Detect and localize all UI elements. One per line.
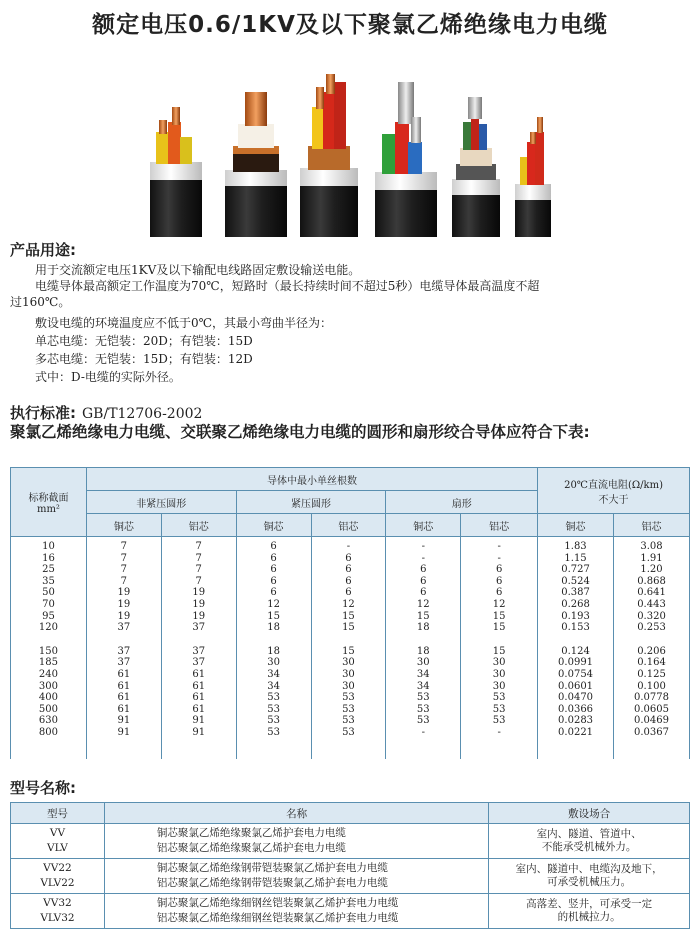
- table-cell: 6: [270, 575, 277, 587]
- table-cell: 19: [192, 598, 206, 610]
- table-cell: 30: [342, 680, 355, 692]
- sub-col: 铜芯: [236, 514, 311, 537]
- table-cell: 0.0601: [558, 680, 594, 692]
- table-cell: 61: [117, 680, 131, 692]
- table-cell: 6: [270, 541, 277, 552]
- table-cell: 16: [42, 552, 55, 564]
- table-cell: -: [497, 552, 501, 564]
- table-cell: 30: [492, 668, 506, 680]
- table-cell: 53: [416, 715, 430, 727]
- subgroup-sector: 扇形: [386, 491, 538, 514]
- table-cell: 19: [192, 587, 206, 599]
- table-cell: 6: [495, 564, 503, 576]
- sub-col: 铜芯: [86, 514, 161, 537]
- table-cell: 30: [492, 657, 506, 669]
- table-cell: 10: [42, 541, 55, 552]
- table-cell: 19: [192, 610, 206, 622]
- table-cell: 61: [117, 703, 131, 715]
- table-cell: 0.0367: [634, 726, 669, 738]
- table-cell: 30: [267, 657, 280, 669]
- sub-col: 铝芯: [161, 514, 236, 537]
- model-name: 铝芯聚氯乙烯绝缘钢带铠装聚氯乙烯护套电力电缆: [156, 877, 388, 889]
- table-cell: 400: [38, 692, 58, 704]
- table-cell: 53: [492, 692, 506, 704]
- model-code: VLV32: [40, 912, 75, 924]
- table-cell: 240: [38, 668, 58, 680]
- table-column-cells: [86, 537, 161, 759]
- table-cell: 61: [192, 692, 206, 704]
- table-cell: 7: [120, 564, 128, 576]
- table-cell: 0.268: [561, 598, 590, 610]
- table-cell: 0.100: [637, 680, 666, 692]
- table-cell: 0.0778: [634, 692, 669, 704]
- table-cell: 53: [492, 703, 506, 715]
- model-col-header: 型号: [11, 803, 105, 824]
- table-body: [11, 537, 690, 759]
- table-cell: 35: [42, 575, 55, 587]
- table-cell: 37: [192, 657, 206, 669]
- table-cell: 61: [117, 692, 131, 704]
- table-cell: 0.124: [561, 645, 590, 657]
- table-cell: -: [497, 726, 501, 738]
- table-row: [11, 894, 690, 929]
- table-cell: 53: [416, 703, 430, 715]
- table-cell: -: [421, 552, 425, 564]
- table-cell: 61: [117, 668, 131, 680]
- model-place: 可承受机械压力。: [547, 876, 632, 888]
- table-cell: 185: [38, 657, 58, 669]
- table-cell: 37: [192, 645, 206, 657]
- cable-1: [150, 107, 202, 237]
- table-row: [11, 859, 690, 894]
- place-col-header: 敷设场合: [489, 803, 690, 824]
- table-cell: 120: [38, 622, 58, 634]
- table-column-cells: [614, 537, 690, 759]
- table-cell: 53: [492, 715, 506, 727]
- table-cell: 0.320: [637, 610, 666, 622]
- table-cell: 0.0221: [558, 726, 594, 738]
- sub-col: 铝芯: [614, 514, 690, 537]
- table-cell: 53: [267, 715, 280, 727]
- table-cell: 15: [342, 610, 355, 622]
- table-cell: 0.641: [637, 587, 666, 599]
- cable-4: [375, 82, 437, 237]
- table-cell: 7: [120, 552, 128, 564]
- table-cell: 53: [267, 703, 280, 715]
- model-code: VV32: [43, 897, 72, 909]
- col-group-resistance: 20℃直流电阻(Ω/km) 不大于: [538, 468, 690, 514]
- cable-6: [515, 117, 551, 237]
- table-cell: 300: [38, 680, 58, 692]
- table-cell: -: [346, 541, 351, 552]
- usage-line: 用于交流额定电压1KV及以下输配电线路固定敷设输送电能。: [35, 263, 361, 277]
- usage-line: 敷设电缆的环境温度应不低于0℃，其最小弯曲半径为：: [35, 316, 333, 330]
- table-cell: 15: [492, 610, 506, 622]
- table-cell: 6: [345, 587, 352, 599]
- usage-line: 多芯电缆：无铠装：15D；有铠装：12D: [35, 352, 253, 366]
- table-cell: 91: [192, 726, 206, 738]
- table-cell: 53: [342, 692, 355, 704]
- usage-line: 电缆导体最高额定工作温度为70℃，短路时（最长持续时间不超过5秒）电缆导体最高温度不超: [35, 279, 540, 293]
- table-cell: 0.524: [561, 575, 590, 587]
- model-code: VV: [49, 827, 66, 839]
- model-place: 高落差、竖井，可承受一定: [526, 898, 653, 910]
- table-cell: 0.164: [637, 657, 666, 669]
- table-column-cells: [311, 537, 386, 759]
- table-cell: 50: [42, 587, 55, 599]
- table-cell: 0.0605: [634, 703, 669, 715]
- usage-heading: 产品用途:: [10, 241, 76, 259]
- table-cell: 53: [342, 726, 355, 738]
- table-cell: 91: [117, 715, 131, 727]
- usage-line: 单芯电缆：无铠装：20D；有铠装：15D: [35, 334, 253, 348]
- table-cell: 30: [492, 680, 506, 692]
- table-cell: 25: [42, 564, 55, 576]
- table-cell: 6: [345, 564, 352, 576]
- table-cell: 1.83: [564, 541, 587, 552]
- table-cell: 800: [38, 726, 58, 738]
- table-cell: 6: [345, 552, 352, 564]
- subgroup-non-compact: 非紧压圆形: [86, 491, 236, 514]
- table-cell: 0.0469: [634, 715, 669, 727]
- model-place: 室内、隧道中、电缆沟及地下，: [515, 863, 663, 875]
- table-column-cells: [161, 537, 236, 759]
- table-cell: 6: [270, 587, 277, 599]
- usage-text: [10, 262, 690, 385]
- table-cell: 1.15: [564, 552, 587, 564]
- model-name: 铜芯聚氯乙烯绝缘聚氯乙烯护套电力电缆: [156, 827, 346, 839]
- table-cell: 37: [117, 622, 131, 634]
- table-column-cells: [386, 537, 461, 759]
- table-cell: 53: [416, 692, 430, 704]
- table-cell: 18: [267, 622, 280, 634]
- table-cell: 91: [117, 726, 131, 738]
- table-cell: 1.20: [640, 564, 663, 576]
- table-cell: 0.387: [561, 587, 590, 599]
- table-cell: 0.206: [637, 645, 666, 657]
- name-col-header: 名称: [104, 803, 488, 824]
- table-cell: 18: [416, 645, 430, 657]
- subgroup-compact: 紧压圆形: [236, 491, 386, 514]
- table-cell: 0.0470: [558, 692, 594, 704]
- table-column-cells: [538, 537, 614, 759]
- table-cell: 12: [267, 598, 280, 610]
- conductor-table: [10, 467, 690, 759]
- col-group-wires: 导体中最小单丝根数: [86, 468, 537, 491]
- table-cell: 630: [38, 715, 58, 727]
- table-column-cells: [11, 537, 87, 759]
- model-code: VV22: [43, 862, 72, 874]
- table-cell: 37: [117, 657, 131, 669]
- model-code: VLV22: [40, 877, 75, 889]
- table-cell: 0.0283: [558, 715, 594, 727]
- table-cell: 7: [195, 575, 202, 587]
- table-cell: 53: [342, 715, 355, 727]
- table-cell: 6: [270, 552, 277, 564]
- table-cell: 0.0754: [558, 668, 594, 680]
- model-code: VLV: [46, 842, 68, 854]
- usage-line: 过160℃。: [10, 295, 71, 309]
- table-cell: 6: [270, 564, 277, 576]
- table-cell: 6: [345, 575, 352, 587]
- table-cell: 19: [117, 598, 131, 610]
- sub-col: 铜芯: [538, 514, 614, 537]
- table-cell: 0.443: [637, 598, 666, 610]
- table-cell: 6: [495, 575, 503, 587]
- table-cell: -: [421, 541, 425, 552]
- table-cell: 30: [342, 657, 355, 669]
- model-name: 铝芯聚氯乙烯绝缘细钢丝铠装聚氯乙烯护套电力电缆: [156, 912, 399, 924]
- table-cell: 0.253: [637, 622, 666, 634]
- table-row: [11, 824, 690, 859]
- table-cell: 53: [342, 703, 355, 715]
- table-cell: 70: [42, 598, 55, 610]
- table-cell: 61: [192, 680, 206, 692]
- table-cell: 53: [267, 692, 280, 704]
- table-cell: 15: [492, 645, 506, 657]
- table-cell: 30: [342, 668, 355, 680]
- standard-value: GB/T12706-2002: [82, 406, 203, 422]
- model-name: 铝芯聚氯乙烯绝缘聚氯乙烯护套电力电缆: [156, 842, 346, 854]
- table-cell: 15: [342, 645, 355, 657]
- table-cell: 500: [38, 703, 58, 715]
- table-cell: 18: [267, 645, 280, 657]
- table-cell: 150: [38, 645, 58, 657]
- table-cell: 12: [416, 598, 430, 610]
- table-cell: -: [421, 726, 425, 738]
- table-cell: 61: [192, 668, 206, 680]
- table-cell: 7: [195, 564, 202, 576]
- sub-col: 铝芯: [461, 514, 538, 537]
- sub-col: 铝芯: [311, 514, 386, 537]
- table-cell: 12: [492, 598, 506, 610]
- table-cell: 1.91: [640, 552, 663, 564]
- table-cell: 19: [117, 610, 131, 622]
- table-cell: -: [497, 541, 501, 552]
- col-section-header: 标称截面 mm²: [11, 468, 87, 537]
- model-place: 室内、隧道、管道中、: [536, 828, 642, 840]
- table-cell: 34: [267, 680, 280, 692]
- model-heading: 型号名称:: [10, 779, 76, 797]
- table-cell: 6: [420, 587, 427, 599]
- model-name: 铜芯聚氯乙烯绝缘钢带铠装聚氯乙烯护套电力电缆: [156, 862, 388, 874]
- table-cell: 37: [117, 645, 131, 657]
- conductor-heading: 聚氯乙烯绝缘电力电缆、交联聚乙烯绝缘电力电缆的圆形和扇形绞合导体应符合下表:: [10, 423, 590, 441]
- table-cell: 0.0366: [558, 703, 594, 715]
- sub-col: 铜芯: [386, 514, 461, 537]
- table-cell: 18: [416, 622, 430, 634]
- usage-line: 式中：D-电缆的实际外径。: [35, 370, 181, 384]
- cable-5: [452, 97, 500, 237]
- table-column-cells: [236, 537, 311, 759]
- table-cell: 6: [420, 575, 427, 587]
- model-table: [10, 802, 690, 929]
- table-cell: 12: [342, 598, 355, 610]
- table-cell: 7: [195, 552, 202, 564]
- cable-2: [225, 92, 287, 237]
- table-cell: 7: [195, 541, 202, 552]
- table-cell: 19: [117, 587, 131, 599]
- model-place: 不能承受机械外力。: [541, 841, 637, 853]
- table-cell: 6: [420, 564, 427, 576]
- cable-product-photo: [130, 62, 560, 237]
- table-cell: 34: [416, 680, 430, 692]
- model-name: 铜芯聚氯乙烯绝缘细钢丝铠装聚氯乙烯护套电力电缆: [156, 897, 399, 909]
- model-place: 的机械拉力。: [557, 911, 621, 923]
- table-cell: 95: [42, 610, 55, 622]
- table-cell: 7: [120, 575, 128, 587]
- page-title: 额定电压0.6/1KV及以下聚氯乙烯绝缘电力电缆: [92, 12, 608, 38]
- table-cell: 15: [492, 622, 506, 634]
- table-cell: 34: [416, 668, 430, 680]
- standard-line: [10, 402, 202, 423]
- standard-label: 执行标准:: [10, 404, 76, 422]
- table-cell: 30: [416, 657, 430, 669]
- table-cell: 0.153: [561, 622, 590, 634]
- table-cell: 53: [267, 726, 280, 738]
- table-cell: 91: [192, 715, 206, 727]
- cable-3: [300, 74, 358, 237]
- table-cell: 0.193: [561, 610, 590, 622]
- table-column-cells: [461, 537, 538, 759]
- table-cell: 37: [192, 622, 206, 634]
- table-cell: 61: [192, 703, 206, 715]
- table-cell: 0.868: [637, 575, 666, 587]
- table-cell: 34: [267, 668, 280, 680]
- table-cell: 15: [416, 610, 430, 622]
- table-cell: 0.0991: [558, 657, 594, 669]
- table-cell: 7: [120, 541, 128, 552]
- table-cell: 15: [267, 610, 280, 622]
- table-cell: 3.08: [640, 541, 663, 552]
- table-cell: 6: [495, 587, 503, 599]
- table-cell: 0.727: [561, 564, 590, 576]
- table-cell: 15: [342, 622, 355, 634]
- table-cell: 0.125: [637, 668, 666, 680]
